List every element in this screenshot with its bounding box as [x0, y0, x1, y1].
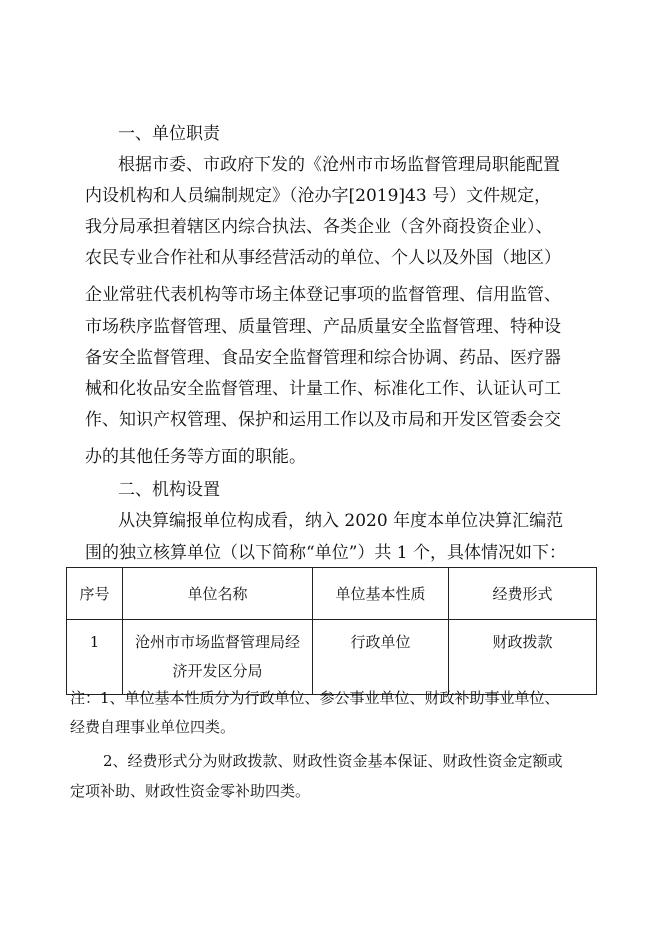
paragraph-line: 械和化妆品安全监督管理、计量工作、标准化工作、认证认可工	[85, 379, 561, 399]
note-line: 定项补助、财政性资金零补助四类。	[70, 782, 311, 800]
section-heading-duties: 一、单位职责	[118, 124, 220, 144]
paragraph-line: 从决算编报单位构成看，纳入 2020 年度本单位决算汇编范	[118, 511, 564, 531]
table-row	[67, 620, 597, 695]
paragraph-line: 作、知识产权管理、保护和运用工作以及市局和开发区管委会交	[85, 410, 561, 430]
cell-unit-nature: 行政单位	[313, 620, 449, 695]
unit-name-line: 济开发区分局	[172, 662, 263, 680]
note-line: 经费自理事业单位四类。	[70, 718, 236, 736]
table-header-row	[67, 568, 597, 620]
cell-unit-name	[123, 620, 313, 695]
paragraph-line: 备安全监督管理、食品安全监督管理和综合协调、药品、医疗器	[85, 348, 561, 368]
paragraph-line: 我分局承担着辖区内综合执法、各类企业（含外商投资企业）、	[85, 217, 553, 237]
paragraph-line: 农民专业合作社和从事经营活动的单位、个人以及外国（地区）	[85, 248, 561, 268]
paragraph-line: 内设机构和人员编制规定》（沧办字[2019]43 号）文件规定，	[85, 186, 552, 206]
col-header-index: 序号	[67, 568, 123, 620]
paragraph-line: 办的其他任务等方面的职能。	[85, 447, 306, 467]
col-header-unit-name: 单位名称	[123, 568, 313, 620]
unit-table	[66, 567, 597, 695]
note-line: 注：1、单位基本性质分为行政单位、参公事业单位、财政补助事业单位、	[70, 689, 560, 707]
cell-index: 1	[67, 620, 123, 695]
paragraph-line: 围的独立核算单位（以下简称“单位”）共 1 个，具体情况如下：	[85, 543, 567, 563]
section-heading-structure: 二、机构设置	[118, 480, 220, 500]
col-header-unit-nature: 单位基本性质	[313, 568, 449, 620]
cell-funding: 财政拨款	[449, 620, 597, 695]
paragraph-line: 根据市委、市政府下发的《沧州市市场监督管理局职能配置	[118, 155, 560, 175]
col-header-funding: 经费形式	[449, 568, 597, 620]
paragraph-line: 企业常驻代表机构等市场主体登记事项的监督管理、信用监管、	[85, 285, 561, 305]
unit-name-line: 沧州市市场监督管理局经	[134, 633, 300, 651]
paragraph-line: 市场秩序监督管理、质量管理、产品质量安全监督管理、特种设	[85, 317, 561, 337]
note-line: 2、经费形式分为财政拨款、财政性资金基本保证、财政性资金定额或	[103, 752, 563, 770]
